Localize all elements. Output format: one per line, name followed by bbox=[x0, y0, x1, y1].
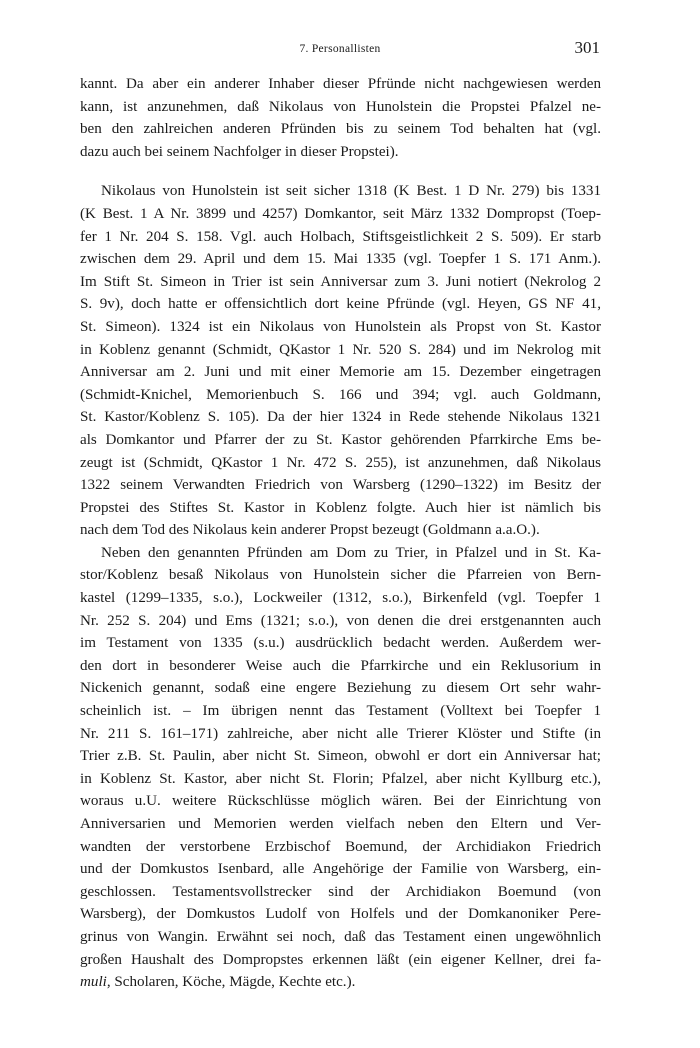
text-line: (Schmidt-Knichel, Memorienbuch S. 166 und 394; vgl. auch Goldmann, bbox=[80, 386, 601, 403]
text-line: Neben den genannten Pfründen am Dom zu Trier, in Pfalzel und in St. Ka- bbox=[101, 544, 601, 561]
text-line: St. Simeon). 1324 ist ein Nikolaus von Hunolstein als Propst von St. Kastor bbox=[80, 318, 601, 335]
paragraph-3 bbox=[80, 542, 601, 994]
text-line: zwischen dem 29. April und dem 15. Mai 1335 (vgl. Toepfer 1 S. 171 Anm.). bbox=[80, 251, 601, 268]
text-line: Anniversarien und Memorien werden vielfach neben den Eltern und Ver- bbox=[80, 816, 601, 832]
text-line: zeugt ist (Schmidt, QKastor 1 Nr. 472 S. 255), ist anzunehmen, daß Nikolaus bbox=[80, 454, 601, 471]
text-line: kann, ist anzunehmen, daß Nikolaus von Hunolstein die Propstei Pfalzel ne- bbox=[80, 98, 601, 115]
chapter-title: 7. Personallisten bbox=[299, 43, 381, 55]
text-line: und der Domkustos Isenbard, alle Angehörige der Familie von Warsberg, ein- bbox=[80, 861, 601, 878]
text-line: geschlossen. Testamentsvollstrecker sind der Archidiakon Boemund (von bbox=[80, 883, 601, 900]
text-line: großen Haushalt des Dompropstes erkennen läßt (ein eigener Kellner, drei fa- bbox=[80, 951, 601, 968]
text-line: ben den zahlreichen anderen Pfründen bis zu seinem Tod behalten hat (vgl. bbox=[80, 121, 601, 138]
text-line: 1322 seinem Verwandten Friedrich von Warsberg (1290–1322) im Besitz der bbox=[80, 477, 601, 494]
text-line: grinus von Wangin. Erwähnt sei noch, daß das Testament einen ungewöhnlich bbox=[80, 928, 601, 945]
text-line: Warsberg), der Domkustos Ludolf von Holfels und der Domkanoniker Pere- bbox=[80, 906, 601, 923]
text-line: Nickenich genannt, sodaß eine engere Beziehung zu diesem Ort sehr wahr- bbox=[80, 680, 601, 697]
text-line: Nr. 252 S. 204) und Ems (1321; s.o.), von denen die drei erstgenannten auch bbox=[80, 612, 601, 629]
text-line: woraus u.U. weitere Rückschlüsse möglich wären. Bei der Einrichtung von bbox=[80, 793, 601, 810]
text-line: Nikolaus von Hunolstein ist seit sicher 1318 (K Best. 1 D Nr. 279) bis 1331 bbox=[101, 183, 601, 200]
text-line: kannt. Da aber ein anderer Inhaber dieser Pfründe nicht nachgewiesen werden bbox=[80, 76, 601, 92]
text-line: als Domkantor und Pfarrer der zu St. Kastor gehörenden Pfarrkirche Ems be- bbox=[80, 431, 601, 448]
page-number: 301 bbox=[574, 38, 600, 57]
italic-term: muli bbox=[80, 974, 107, 991]
text-line: wandten der verstorbene Erzbischof Boemund, der Archidiakon Friedrich bbox=[80, 838, 601, 855]
body-text bbox=[80, 73, 601, 994]
text-line: in Koblenz genannt (Schmidt, QKastor 1 Nr. 520 S. 284) und im Nekrolog mit bbox=[80, 341, 601, 358]
text-line bbox=[80, 971, 601, 994]
text-line: kastel (1299–1335, s.o.), Lockweiler (1312, s.o.), Birkenfeld (vgl. Toepfer 1 bbox=[80, 590, 601, 607]
text-line: fer 1 Nr. 204 S. 158. Vgl. auch Holbach, Stiftsgeistlichkeit 2 S. 509). Er starb bbox=[80, 228, 601, 245]
text-line: scheinlich ist. – Im übrigen nennt das Testament (Volltext bei Toepfer 1 bbox=[80, 703, 601, 720]
text-line: Nr. 211 S. 161–171) zahlreiche, aber nicht alle Trierer Klöster und Stifte (in bbox=[80, 725, 601, 742]
text-fragment: , Scholaren, Köche, Mägde, Kechte etc.). bbox=[106, 974, 356, 991]
text-line: Trier z.B. St. Paulin, aber nicht St. Simeon, obwohl er dort ein Anniversar hat; bbox=[80, 748, 601, 765]
text-line: (K Best. 1 A Nr. 3899 und 4257) Domkantor, seit März 1332 Dompropst (Toep- bbox=[80, 205, 601, 222]
text-line: stor/Koblenz besaß Nikolaus von Hunolstein sicher die Pfarreien von Bern- bbox=[80, 567, 601, 584]
text-line: nach dem Tod des Nikolaus kein anderer Propst bezeugt (Goldmann a.a.O.). bbox=[80, 522, 540, 539]
text-line: im Testament von 1335 (s.u.) ausdrücklich bedacht werden. Außerdem wer- bbox=[80, 635, 601, 652]
text-line: Anniversar am 2. Juni und mit einer Memorie am 15. Dezember eingetragen bbox=[80, 364, 601, 381]
paragraph-2 bbox=[80, 180, 601, 542]
text-line: Im Stift St. Simeon in Trier ist sein Anniversar zum 3. Juni notiert (Nekrolog 2 bbox=[80, 273, 601, 290]
text-line: St. Kastor/Koblenz S. 105). Da der hier 1324 in Rede stehende Nikolaus 1321 bbox=[80, 409, 601, 426]
text-line: dazu auch bei seinem Nachfolger in dieser Propstei). bbox=[80, 143, 399, 160]
running-head bbox=[80, 38, 600, 62]
text-line: den dort in besonderer Weise auch die Pfarrkirche und ein Reklusorium in bbox=[80, 657, 601, 674]
paragraph-1 bbox=[80, 73, 601, 163]
paragraph-spacing bbox=[80, 163, 601, 180]
text-line: Propstei des Stiftes St. Kastor in Koblenz folgte. Auch hier ist nämlich bis bbox=[80, 499, 601, 516]
text-line: in Koblenz St. Kastor, aber nicht St. Florin; Pfalzel, aber nicht Kyllburg etc.), bbox=[80, 770, 601, 787]
text-line: S. 9v), doch hatte er offensichtlich dort keine Pfründe (vgl. Heyen, GS NF 41, bbox=[80, 296, 601, 313]
